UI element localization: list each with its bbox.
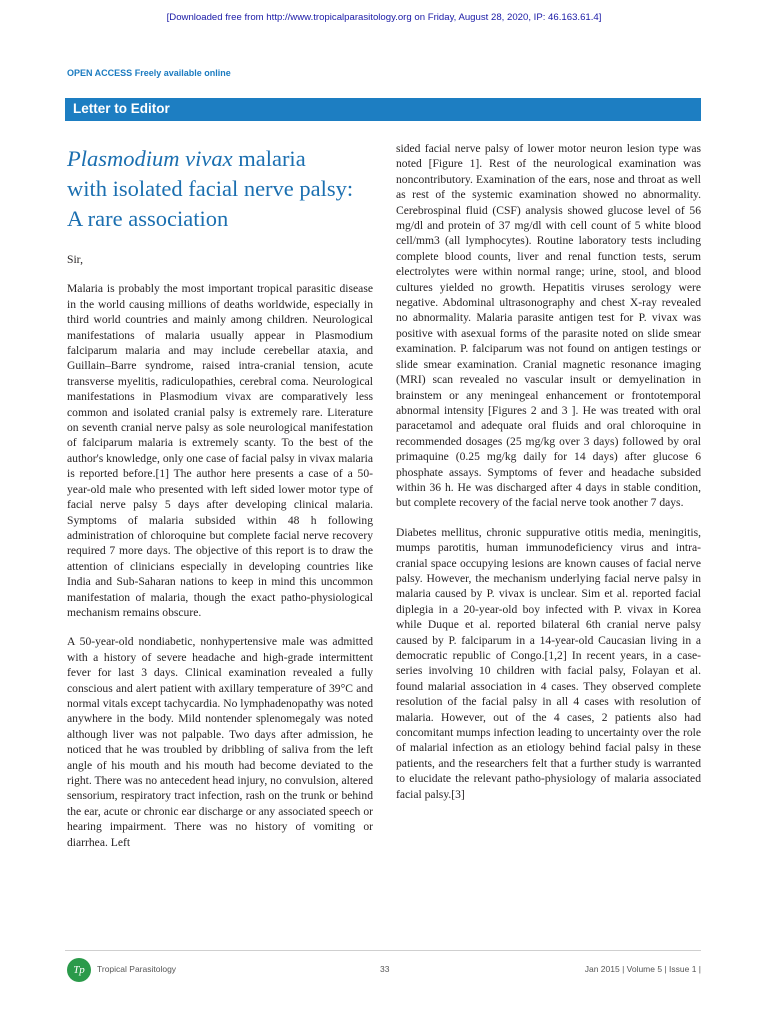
right-column — [396, 141, 701, 816]
paragraph: A 50-year-old nondiabetic, nonhypertensive male was admitted with a history of severe headache and high-grade intermittent fever for last 3 days. Clinical examination revealed a fully conscious and alert patient with axillary temperature of 39°C and normal vitals except tachycardia. No lymphadenopathy was noted anywhere in the body. Mild nontender splenomegaly was noted although liver was not palpable. Two days after admission, he noticed that he was troubled by dribbling of saliva from the left angle of his mouth and his mouth had become deviated to the right. There was no antecedent head injury, no convulsion, altered sensorium, respiratory tract infection, rash on the trunk or behind the ear, acute or chronic ear discharge or any associated speech or hearing impairment. There was no history of vomiting or diarrhea. Left — [67, 635, 373, 849]
title-italic: Plasmodium vivax — [67, 146, 233, 171]
open-access-label — [67, 68, 231, 78]
paragraph: Diabetes mellitus, chronic suppurative otitis media, meningitis, mumps parotitis, human immunodeficiency virus and intra-cranial space occupying lesions are known causes of facial nerve palsy. However, the mechanism underlying facial nerve palsy in malaria caused by P. vivax is unclear. Sim et al. reported facial diplegia in a 20-year-old boy infected with P. vivax in Korea while Duque et al. reported bilateral 6th cranial nerve palsy caused by P. falciparum in a 14-year-old Caucasian living in a democratic republic of Congo.[1,2] In recent years, in a case-series involving 10 children with facial palsy, Folayan et al. found malarial association in 4 cases. They observed complete resolution of the facial palsy in all 4 cases with resolution of malaria. However, out of the 4 cases, 2 patients also had concomitant mumps infection leading to uncertainty over the role of malarial infection as an etiology behind facial palsy in these patients, and the researchers felt that a further study is warranted to elucidate the relevant patho-physiology of malaria associated facial palsy.[3] — [396, 525, 701, 801]
title-line1-rest: malaria — [232, 146, 306, 171]
title-line3: A rare association — [67, 206, 229, 231]
title-line2: with isolated facial nerve palsy: — [67, 176, 354, 201]
open-access-text: OPEN ACCESS — [67, 68, 133, 78]
footer-divider — [65, 950, 701, 951]
journal-logo: Tp — [67, 958, 91, 982]
section-label: Letter to Editor — [73, 101, 170, 116]
freely-available-text: Freely available online — [134, 68, 231, 78]
paragraph: sided facial nerve palsy of lower motor neuron lesion type was noted [Figure 1]. Rest of the neurological examination was noncontributory. Examination of the ears, nose and throat as well as rest of the systemic examination showed no abnormality. Cerebrospinal fluid (CSF) analysis showed glucose level of 56 mg/dl and protein of 37 mg/dl with cell count of 5 white blood cell/mm3 (all lymphocytes). Routine laboratory tests including complete blood counts, liver and renal function tests, serum electrolytes were within normal range; urine, stool, and blood cultures yielded no growth. Hepatitis viruses serology were negative. Abdominal ultrasonography and chest X-ray revealed no abnormality. Malaria parasite antigen test for P. vivax was positive with asexual forms of the parasite noted on slide smear examination. P. falciparum was not found on antigen testings or slide smear examination. Cranial magnetic resonance imaging (MRI) scan revealed no vascular insult or demyelination in brainstem or any meningeal enhancement or frontotemporal abnormal intensity [Figures 2 and 3 ]. He was treated with oral paracetamol and adequate oral fluids and oral chloroquine in recommended dosages (25 mg/kg over 3 days) followed by oral primaquine (0.25 mg/kg daily for 14 days) after glucose 6 phosphate assays. Symptoms of fever and headache subsided within 36 h. He was discharged after 4 days in stable condition, but complete recovery of the facial nerve took another 7 days. — [396, 142, 701, 510]
issue-info: Jan 2015 | Volume 5 | Issue 1 | — [584, 964, 701, 974]
article-title — [67, 144, 377, 234]
paragraph: Malaria is probably the most important tropical parasitic disease in the world causing millions of deaths worldwide, especially in third world countries and mainly among children. Neurological manifestations of malaria usually appear in Plasmodium falciparum malaria and may include cerebellar ataxia, and Guillain–Barre syndrome, raised intra-cranial tension, acute transverse myelitis, radiculopathies, cerebral coma. Neurological manifestations in Plasmodium vivax are comparatively less common and isolated cranial palsy is extremely rare. Literature on seventh cranial nerve palsy as sole neurological manifestation of falciparum malaria is extremely scanty. To the best of the author's knowledge, only one case of facial palsy in vivax malaria is reported before.[1] The author here presents a case of a 50-year-old male who presented with left sided lower motor type of facial nerve palsy 5 days after developing clinical malaria. Symptoms of malaria subsided within 48 h following administration of chloroquine but complete facial nerve recovery required 7 more days. The objective of this report is to draw the attention of clinicians especially in developing countries like India and Sub-Saharan nations to keep in mind this uncommon manifestation of malaria, though the exact patho-physiological mechanism remains obscure. — [67, 282, 373, 619]
section-banner — [65, 98, 701, 121]
page-number: 33 — [380, 964, 390, 974]
download-notice: [Downloaded free from http://www.tropicalparasitology.org on Friday, August 28, 2020, IP: 46.163.61.4] — [166, 12, 602, 23]
salutation: Sir, — [67, 253, 83, 266]
journal-name: Tropical Parasitology — [97, 964, 177, 974]
left-column — [67, 252, 373, 864]
